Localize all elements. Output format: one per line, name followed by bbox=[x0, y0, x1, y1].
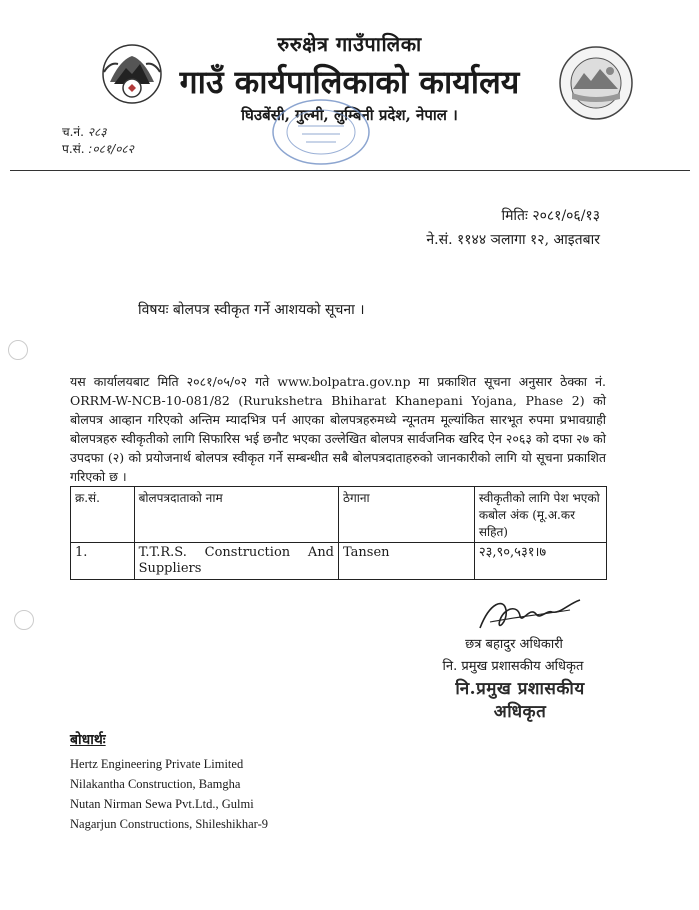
col-header-bidder: बोलपत्रदाताको नाम bbox=[134, 487, 338, 543]
col-header-address: ठेगाना bbox=[339, 487, 475, 543]
signatory-name: छत्र बहादुर अधिकारी bbox=[465, 637, 563, 652]
signatory-title: नि. प्रमुख प्रशासकीय अधिकृत bbox=[442, 659, 584, 674]
list-item: Hertz Engineering Private Limited bbox=[70, 757, 244, 771]
cell-sn: 1. bbox=[71, 543, 135, 580]
cc-heading: बोधार्थः bbox=[70, 732, 106, 748]
dispatch-number-label: च.नं. bbox=[62, 125, 84, 139]
letter-number-label: प.सं. bbox=[62, 142, 85, 156]
notice-body: यस कार्यालयबाट मिति २०८१/०५/०२ गते www.bolpatra.gov.np मा प्रकाशित सूचना अनुसार ठेक्का नं. ORRM-W-NCB-10-081/82 (Rurukshetra Bhiharat Khanepani Yojana, Phase 2) को बोलपत्र आव्हान गरिएको अन्तिम म्यादभित्र पर्न आएका बोलपत्रहरुमध्ये न्यूनतम मूल्यांकित सारभूत रुपमा प्रभावग्राही बोलपत्रहरु स्वीकृतीको लागि सिफारिस भई छनौट भएका उल्लेखित बोलपत्र सार्वजनिक खरिद ऐन २०६३ को दफा २७ को उपदफा (२) को प्रयोजनार्थ बोलपत्र स्वीकृत गर्ने सम्बन्धीत सबै बोलपत्रदाताहरुको जानकारीको लागि यो सूचना प्रकाशित गरिएको छ । bbox=[70, 374, 606, 484]
municipality-name: रुरुक्षेत्र गाउँपालिका bbox=[277, 32, 422, 56]
punch-hole-mark bbox=[14, 610, 34, 630]
subject-line: विषयः बोलपत्र स्वीकृत गर्ने आशयको सूचना । bbox=[138, 302, 365, 318]
table-header-row bbox=[71, 487, 607, 543]
letter-number-value: :०८१/०८२ bbox=[88, 142, 134, 156]
office-address: घिउबेंसी, गुल्मी, लुम्बिनी प्रदेश, नेपाल । bbox=[241, 106, 458, 124]
letter-number-line bbox=[62, 141, 134, 158]
bidder-table bbox=[70, 486, 607, 580]
cell-address: Tansen bbox=[339, 543, 475, 580]
list-item: Nutan Nirman Sewa Pvt.Ltd., Gulmi bbox=[70, 797, 254, 811]
signature-mark bbox=[460, 592, 592, 638]
office-stamp bbox=[268, 96, 374, 168]
cc-list bbox=[70, 754, 268, 834]
date-nepal-sambat: ने.सं. ११४४ ञलागा १२, आइतबार bbox=[426, 232, 600, 248]
col-header-bid-amount: स्वीकृतीको लागि पेश भएको कबोल अंक (मू.अ.कर सहित) bbox=[474, 487, 606, 543]
punch-hole-mark bbox=[8, 340, 28, 360]
dispatch-number-value: २८३ bbox=[87, 125, 107, 139]
table-row bbox=[71, 543, 607, 580]
date-bs: मितिः २०८१/०६/१३ bbox=[501, 208, 600, 224]
designation-stamp: नि.प्रमुख प्रशासकीय अधिकृत bbox=[455, 679, 585, 722]
header-divider bbox=[10, 170, 690, 171]
dispatch-number-line bbox=[62, 124, 134, 141]
col-header-sn: क्र.सं. bbox=[71, 487, 135, 543]
office-title: गाउँ कार्यपालिकाको कार्यालय bbox=[179, 63, 520, 101]
reference-numbers bbox=[62, 124, 134, 158]
list-item: Nilakantha Construction, Bamgha bbox=[70, 777, 241, 791]
cell-bidder: T.T.R.S. Construction And Suppliers bbox=[134, 543, 338, 580]
cell-bid-amount: २३,९०,५३१।७ bbox=[474, 543, 606, 580]
list-item: Nagarjun Constructions, Shileshikhar-9 bbox=[70, 817, 268, 831]
